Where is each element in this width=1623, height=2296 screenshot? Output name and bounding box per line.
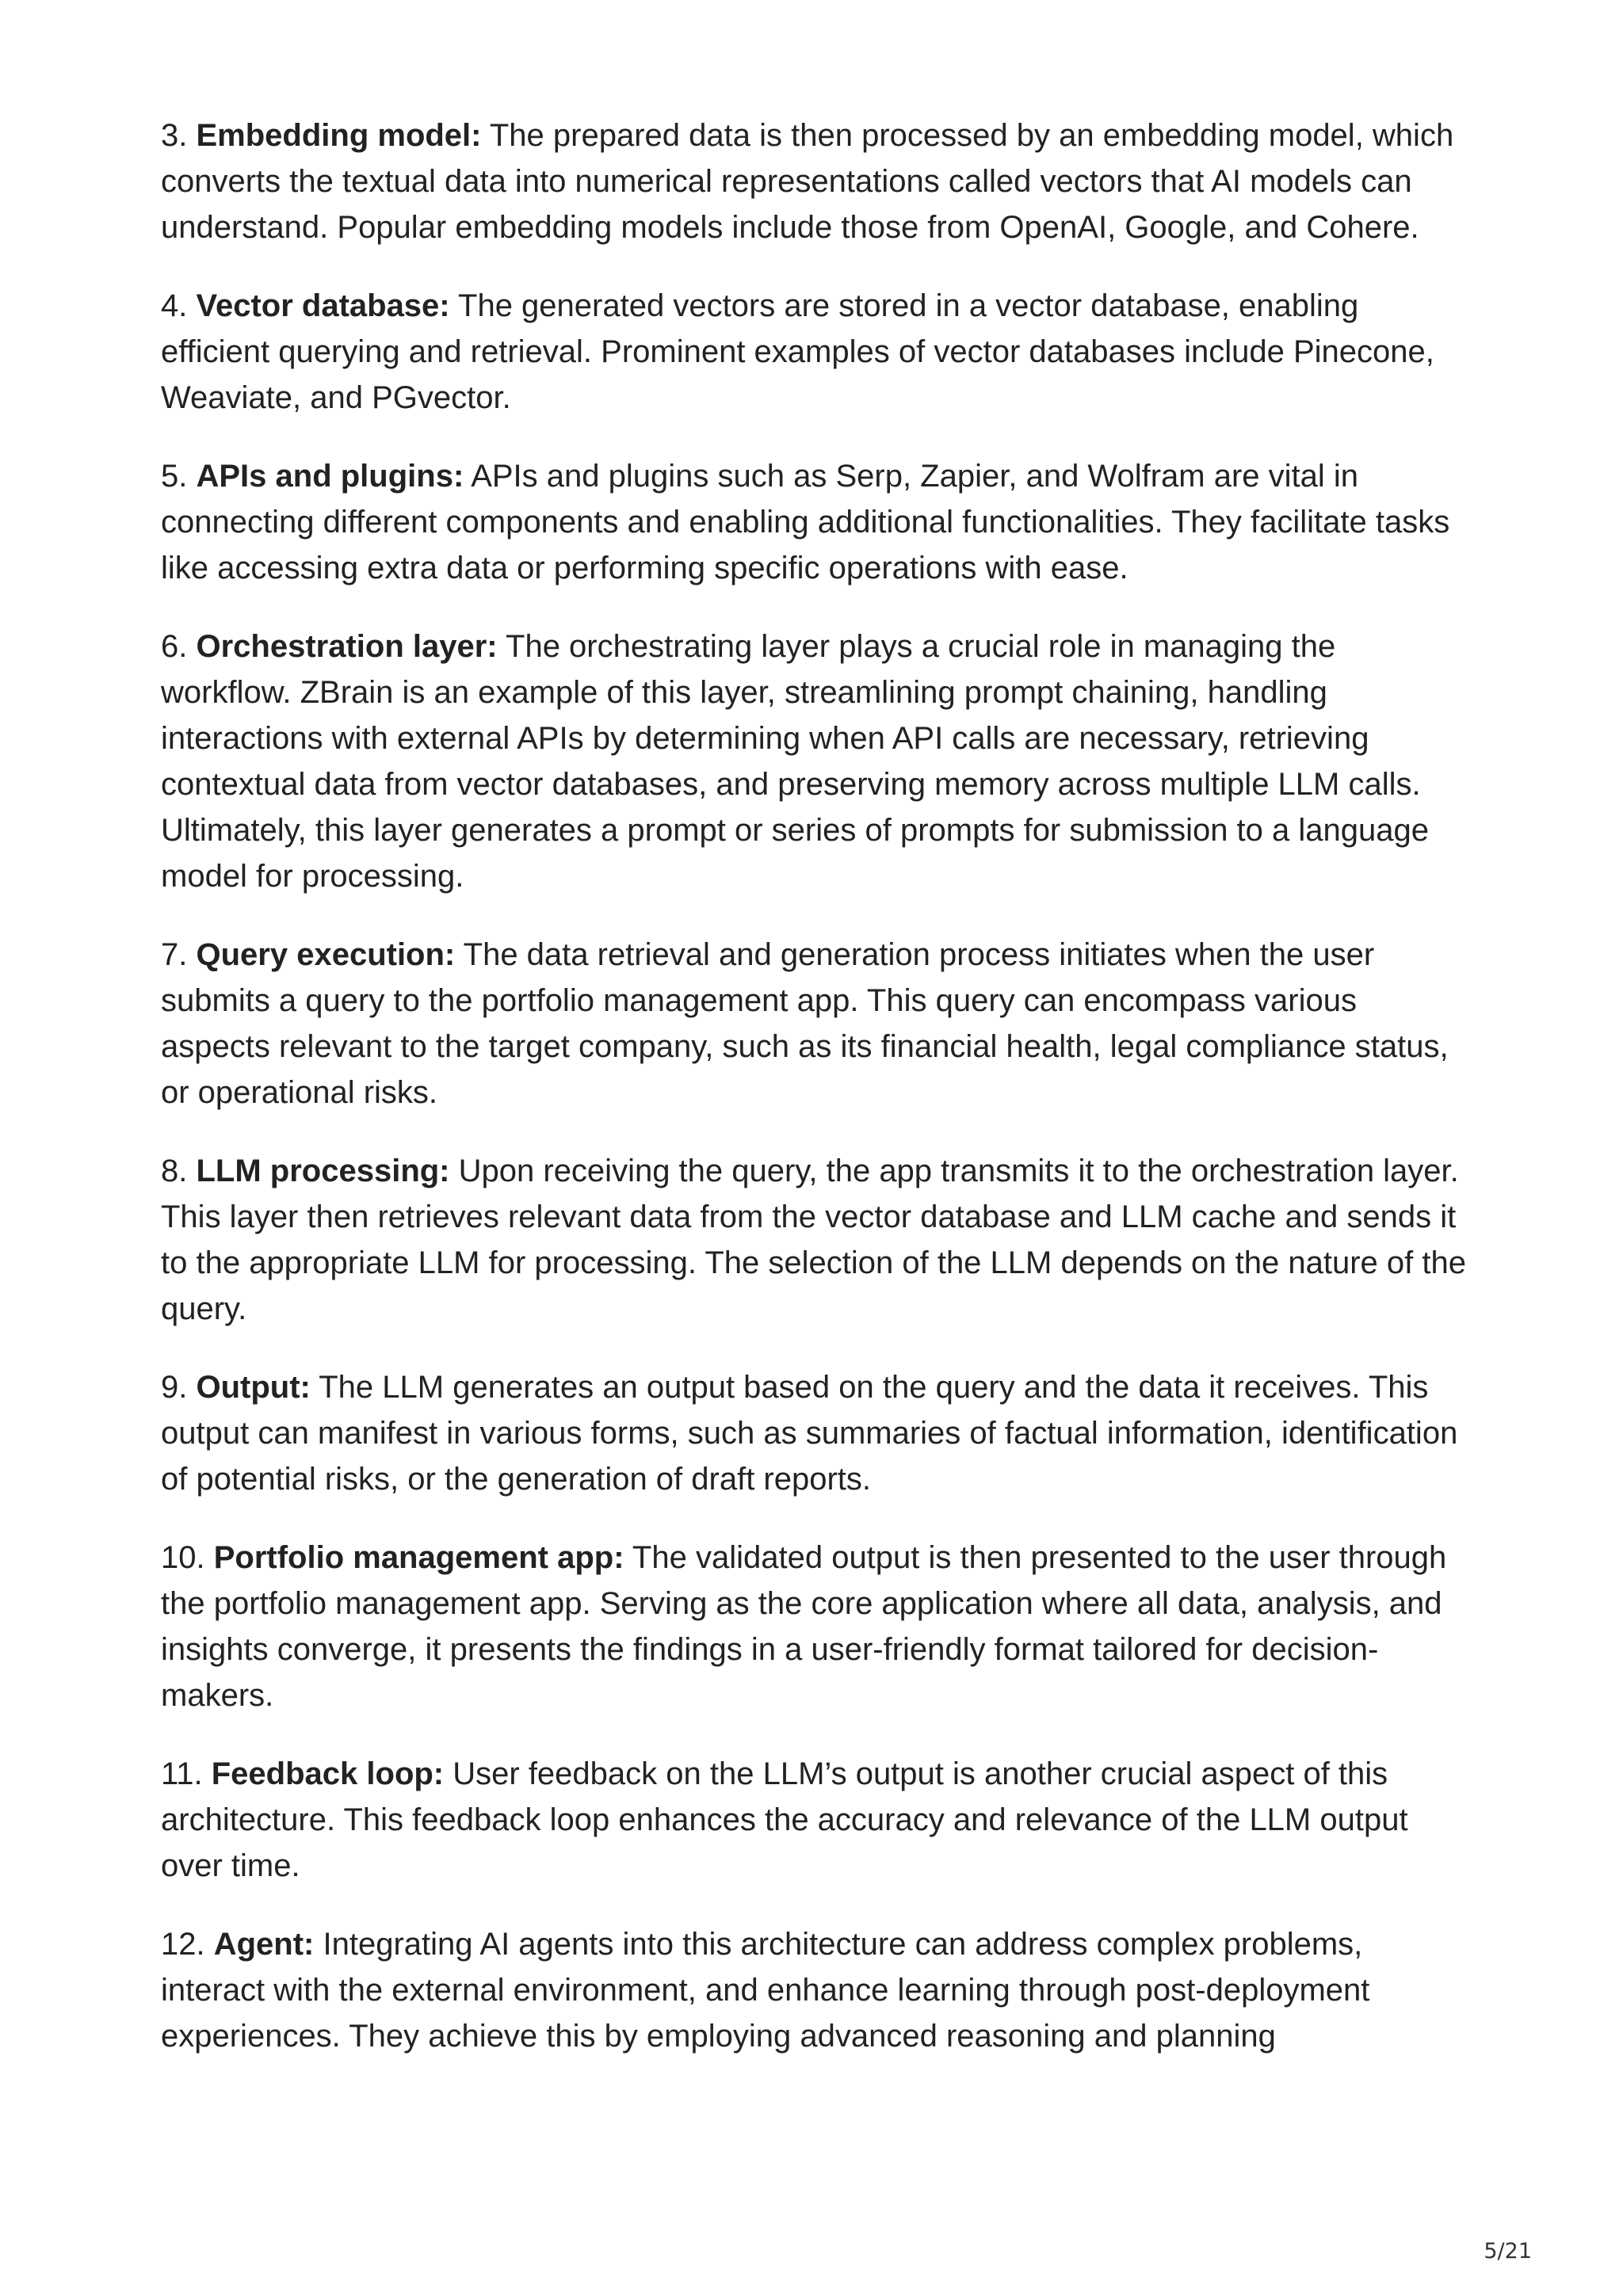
item-number: 3. — [161, 118, 197, 153]
item-title: Embedding model: — [196, 118, 482, 153]
item-text: The LLM generates an output based on the query and the data it receives. This output can manifest in various forms, such as summaries of factual information, identification of potential risks, or the generation of draft reports. — [161, 1370, 1458, 1497]
list-item-portfolio-management-app — [161, 1535, 1468, 1718]
item-number: 6. — [161, 629, 197, 664]
item-title: Portfolio management app: — [213, 1540, 624, 1575]
item-text: Integrating AI agents into this architecture can address complex problems, interact with the external environment, and enhance learning through post-deployment experiences. They achieve this by employing advanced reasoning and planning — [161, 1927, 1370, 2054]
list-item-vector-database — [161, 283, 1468, 421]
item-title: Output: — [196, 1370, 311, 1405]
item-text: The validated output is then presented to the user through the portfolio management app. Serving as the core application where all data, analysis, and insights converge, it presents the findings in a user-friendly format tailored for decision-makers. — [161, 1540, 1447, 1713]
item-number: 9. — [161, 1370, 197, 1405]
item-text: Upon receiving the query, the app transmits it to the orchestration layer. This layer then retrieves relevant data from the vector database and LLM cache and sends it to the appropriate LLM for processing. The selection of the LLM depends on the nature of the query. — [161, 1154, 1466, 1326]
item-title: Orchestration layer: — [196, 629, 498, 664]
item-text: User feedback on the LLM’s output is another crucial aspect of this architecture. This feedback loop enhances the accuracy and relevance of the LLM output over time. — [161, 1756, 1408, 1883]
list-item-embedding-model — [161, 113, 1468, 250]
item-title: LLM processing: — [196, 1154, 450, 1188]
item-text: APIs and plugins such as Serp, Zapier, and Wolfram are vital in connecting different components and enabling additional functionalities. They facilitate tasks like accessing extra data or performing specific operations with ease. — [161, 459, 1450, 585]
item-number: 8. — [161, 1154, 197, 1188]
item-number: 10. — [161, 1540, 214, 1575]
list-item-query-execution — [161, 932, 1468, 1116]
item-title: Query execution: — [196, 937, 456, 972]
item-number: 12. — [161, 1927, 214, 1962]
page-number: 5/21 — [1484, 2239, 1532, 2264]
item-title: APIs and plugins: — [196, 459, 464, 494]
item-title: Vector database: — [196, 288, 450, 323]
item-number: 11. — [161, 1756, 212, 1791]
item-text: The orchestrating layer plays a crucial role in managing the workflow. ZBrain is an example of this layer, streamlining prompt chaining, handling interactions with external APIs by determining when API calls are necessary, retrieving contextual data from vector databases, and preserving memory across multiple LLM calls. Ultimately, this layer generates a prompt or series of prompts for submission to a language model for processing. — [161, 629, 1429, 894]
list-item-apis-and-plugins — [161, 453, 1468, 591]
document-body — [161, 113, 1468, 2092]
list-item-orchestration-layer — [161, 624, 1468, 899]
item-text: The generated vectors are stored in a vector database, enabling efficient querying and retrieval. Prominent examples of vector databases include Pinecone, Weaviate, and PGvector. — [161, 288, 1434, 415]
item-text: The data retrieval and generation process initiates when the user submits a query to the portfolio management app. This query can encompass various aspects relevant to the target company, such as its financial health, legal compliance status, or operational risks. — [161, 937, 1449, 1110]
item-number: 7. — [161, 937, 197, 972]
item-title: Agent: — [213, 1927, 315, 1962]
list-item-output — [161, 1364, 1468, 1502]
list-item-llm-processing — [161, 1148, 1468, 1332]
list-item-agent — [161, 1921, 1468, 2059]
item-title: Feedback loop: — [211, 1756, 445, 1791]
item-text: The prepared data is then processed by an embedding model, which converts the textual data into numerical representations called vectors that AI models can understand. Popular embedding models include those from OpenAI, Google, and Cohere. — [161, 118, 1454, 245]
item-number: 5. — [161, 459, 197, 494]
item-number: 4. — [161, 288, 197, 323]
list-item-feedback-loop — [161, 1751, 1468, 1889]
